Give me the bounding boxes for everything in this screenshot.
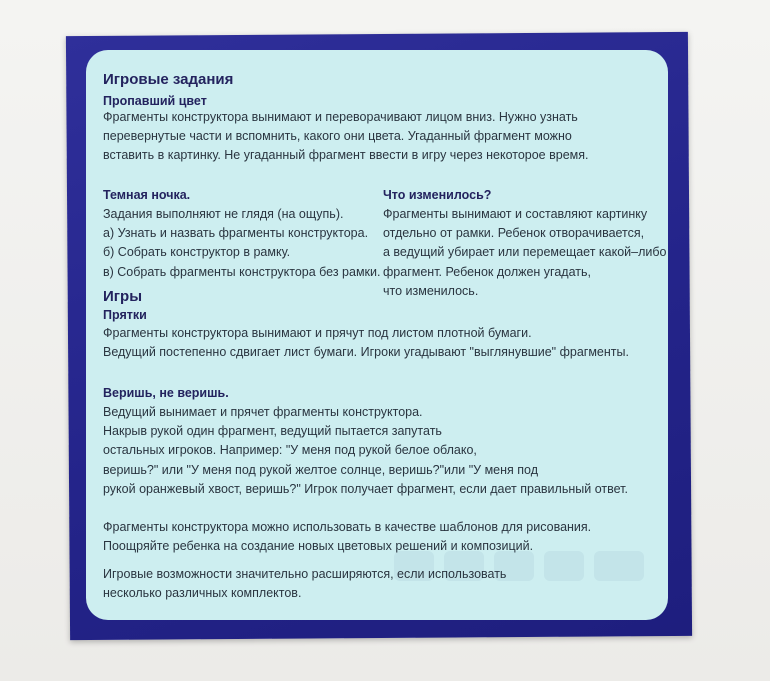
dark-night-text: Задания выполняют не глядя (на ощупь). а) Узнать и назвать фрагменты конструктора. б) Собрать конструктор в рамку. в) Собрать фрагменты конструктора без рамки. [103,207,381,279]
sets-note: Игровые возможности значительно расширяются, если использовать несколько различных комплектов. [103,567,507,601]
subtitle-believe-or-not: Веришь, не веришь. [103,386,229,400]
what-changed-text: Фрагменты вынимают и составляют картинку отдельно от рамки. Ребенок отворачивается, а ведущий убирает или перемещает какой–либо фрагмент. Ребенок должен угадать, что изменилось. [383,207,667,298]
subtitle-hide-and-seek: Прятки [103,308,147,322]
instruction-panel [86,50,668,620]
subtitle-dark-night: Темная ночка. [103,188,191,202]
believe-or-not-text: Ведущий вынимает и прячет фрагменты конструктора. Накрыв рукой один фрагмент, ведущий пытается запутать остальных игроков. Например: "У меня под рукой белое облако, веришь?" или "У меня под рукой желтое солнце, веришь?"или "У меня под рукой оранжевый хвост, веришь?" Игрок получает фрагмент, если дает правильный ответ. [103,405,628,496]
section-title-games: Игры [103,288,143,305]
templates-note: Фрагменты конструктора можно использовать в качестве шаблонов для рисования. Поощряйте ребенка на создание новых цветовых решений и композиций. [103,520,592,554]
missing-color-text: Фрагменты конструктора вынимают и переворачивают лицом вниз. Нужно узнать перевернутые части и вспомнить, какого они цвета. Угаданный фрагмент можно вставить в картинку. Не угаданный фрагмент ввести в игру через некоторое время. [103,110,589,163]
section-title-game-tasks: Игровые задания [103,71,234,88]
subtitle-what-changed: Что изменилось? [383,188,492,202]
hide-and-seek-text: Фрагменты конструктора вынимают и прячут под листом плотной бумаги. Ведущий постепенно сдвигает лист бумаги. Игроки угадывают "выглянувшие" фрагменты. [103,326,629,360]
subtitle-missing-color: Пропавший цвет [103,94,207,108]
